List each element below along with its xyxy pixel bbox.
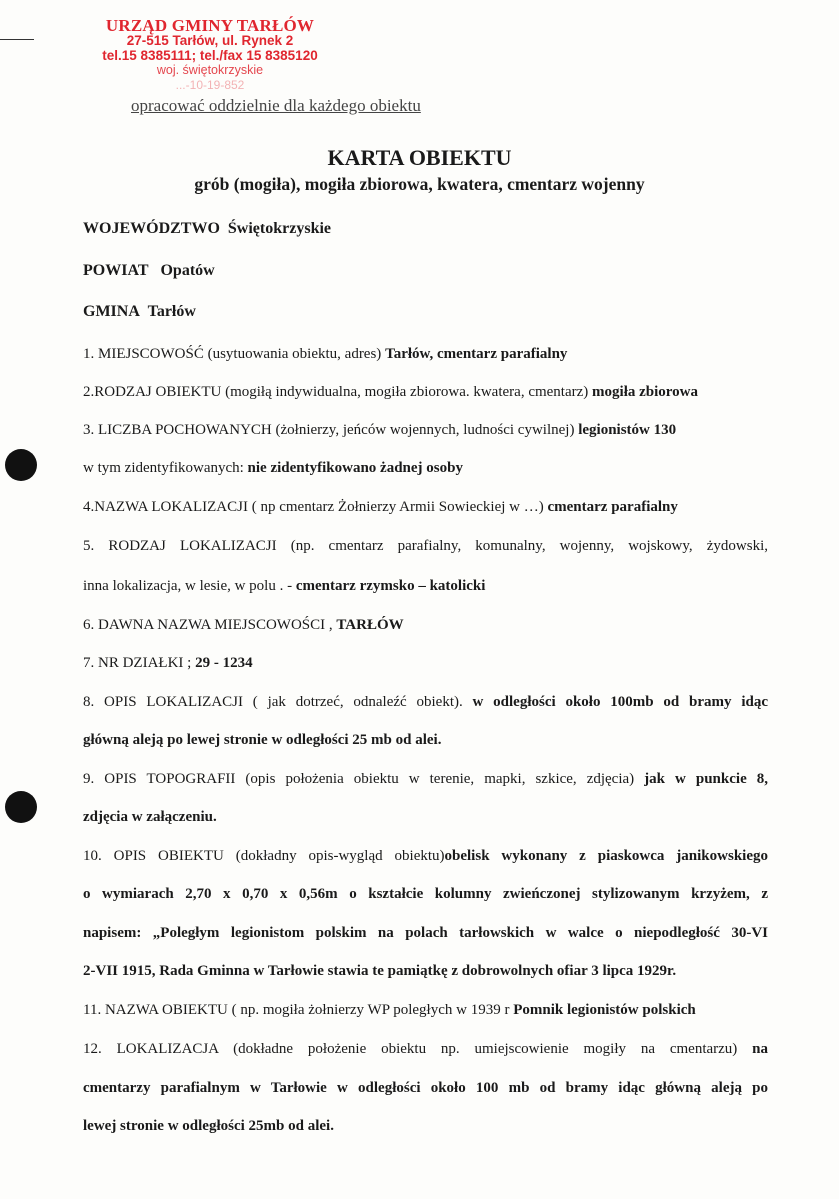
form-line: [83, 694, 768, 711]
form-line: [83, 422, 768, 439]
field-value: legionistów 130: [578, 422, 677, 438]
form-line: [83, 1041, 768, 1058]
field-label: 10. OPIS OBIEKTU (dokładny opis-wygląd obiektu): [83, 848, 445, 864]
header-voivodeship: [83, 220, 331, 238]
header-value: Tarłów: [147, 303, 196, 320]
field-value: Tarłów, cmentarz parafialny: [385, 346, 568, 362]
field-label: 8. OPIS LOKALIZACJI ( jak dotrzeć, odnaleźć obiekt).: [83, 694, 473, 710]
field-label: w tym zidentyfikowanych:: [83, 460, 248, 476]
field-label: 7. NR DZIAŁKI ;: [83, 655, 196, 671]
stamp-line: ...-10-19-852: [175, 78, 245, 92]
stamp-line: 27-515 Tarłów, ul. Rynek 2: [126, 33, 294, 48]
field-value: 29 - 1234: [195, 655, 253, 671]
header-value: Opatów: [160, 262, 215, 279]
form-line: [83, 848, 768, 865]
field-label: 11. NAZWA OBIEKTU ( np. mogiła żołnierzy WP poległych w 1939 r: [83, 1002, 514, 1018]
header-label: POWIAT: [83, 262, 149, 279]
field-value: w odległości około 100mb od bramy idąc: [472, 694, 768, 710]
stamp-line: URZĄD GMINY TARŁÓW: [105, 16, 315, 35]
form-line: [83, 617, 768, 634]
field-label: inna lokalizacja, w lesie, w polu . -: [83, 578, 296, 594]
field-value: zdjęcia w załączeniu.: [83, 809, 217, 825]
field-value: napisem: „Poległym legionistom polskim na polach tarłowskich w walce o niepodległość 30-VI: [83, 925, 768, 941]
form-line: [83, 384, 768, 401]
field-label: 9. OPIS TOPOGRAFII (opis położenia obiektu w terenie, mapki, szkice, zdjęcia): [83, 771, 645, 787]
form-line: [83, 655, 768, 672]
form-line: [83, 346, 768, 363]
instruction-note: opracować oddzielnie dla każdego obiektu: [131, 96, 421, 115]
field-value: TARŁÓW: [336, 617, 404, 633]
punch-hole: [5, 449, 37, 481]
field-value: nie zidentyfikowano żadnej osoby: [247, 460, 463, 476]
form-line: [83, 1118, 768, 1135]
header-label: GMINA: [83, 303, 140, 320]
form-line: [83, 578, 768, 595]
field-label: 4.NAZWA LOKALIZACJI ( np cmentarz Żołnierzy Armii Sowieckiej w …): [83, 499, 548, 515]
field-value: cmentarz parafialny: [547, 499, 678, 515]
form-line: [83, 538, 768, 555]
document-title: KARTA OBIEKTU: [327, 145, 512, 170]
office-stamp: [100, 18, 320, 93]
field-value: cmentarzy parafialnym w Tarłowie w odległości około 100 mb od bramy idąc główną aleją po: [83, 1080, 768, 1096]
field-value: cmentarz rzymsko – katolicki: [295, 578, 486, 594]
punch-hole: [5, 791, 37, 823]
form-line: [83, 499, 768, 516]
form-line: [83, 1002, 768, 1019]
field-value: lewej stronie w odległości 25mb od alei.: [83, 1118, 334, 1134]
field-value: mogiła zbiorowa: [592, 384, 698, 400]
form-line: [83, 771, 768, 788]
header-commune: [83, 303, 196, 321]
form-line: [83, 809, 768, 826]
field-value: 2-VII 1915, Rada Gminna w Tarłowie stawia te pamiątkę z dobrowolnych ofiar 3 lipca 1929r.: [83, 963, 677, 979]
form-line: [83, 925, 768, 942]
field-label: 3. LICZBA POCHOWANYCH (żołnierzy, jeńców wojennych, ludności cywilnej): [83, 422, 579, 438]
header-label: WOJEWÓDZTWO: [83, 220, 220, 237]
field-label: 12. LOKALIZACJA (dokładne położenie obiektu np. umiejscowienie mogiły na cmentarzu): [83, 1041, 753, 1057]
field-label: 2.RODZAJ OBIEKTU (mogiłą indywidualna, mogiła zbiorowa. kwatera, cmentarz): [83, 384, 593, 400]
stamp-line: tel.15 8385111; tel./fax 15 8385120: [102, 48, 318, 63]
field-label: 1. MIEJSCOWOŚĆ (usytuowania obiektu, adres): [83, 346, 386, 362]
header-value: Świętokrzyskie: [227, 220, 332, 237]
form-line: [83, 460, 768, 477]
field-value: Pomnik legionistów polskich: [513, 1002, 696, 1018]
field-label: 6. DAWNA NAZWA MIEJSCOWOŚCI ,: [83, 617, 337, 633]
document-subtitle: grób (mogiła), mogiła zbiorowa, kwatera, cmentarz wojenny: [194, 174, 645, 194]
field-value: na: [752, 1041, 768, 1057]
header-county: [83, 262, 215, 280]
form-line: [83, 732, 768, 749]
field-value: obelisk wykonany z piaskowca janikowskiego: [444, 848, 768, 864]
stamp-line: woj. świętokrzyskie: [156, 63, 264, 77]
field-value: główną aleją po lewej stronie w odległości 25 mb od alei.: [83, 732, 442, 748]
margin-mark: [0, 39, 34, 40]
field-value: o wymiarach 2,70 x 0,70 x 0,56m o kształcie kolumny zwieńczonej stylizowanym krzyżem, z: [83, 886, 768, 902]
form-line: [83, 1080, 768, 1097]
form-line: [83, 963, 768, 980]
field-label: 5. RODZAJ LOKALIZACJI (np. cmentarz parafialny, komunalny, wojenny, wojskowy, żydowski,: [83, 538, 768, 554]
form-line: [83, 886, 768, 903]
field-value: jak w punkcie 8,: [644, 771, 768, 787]
